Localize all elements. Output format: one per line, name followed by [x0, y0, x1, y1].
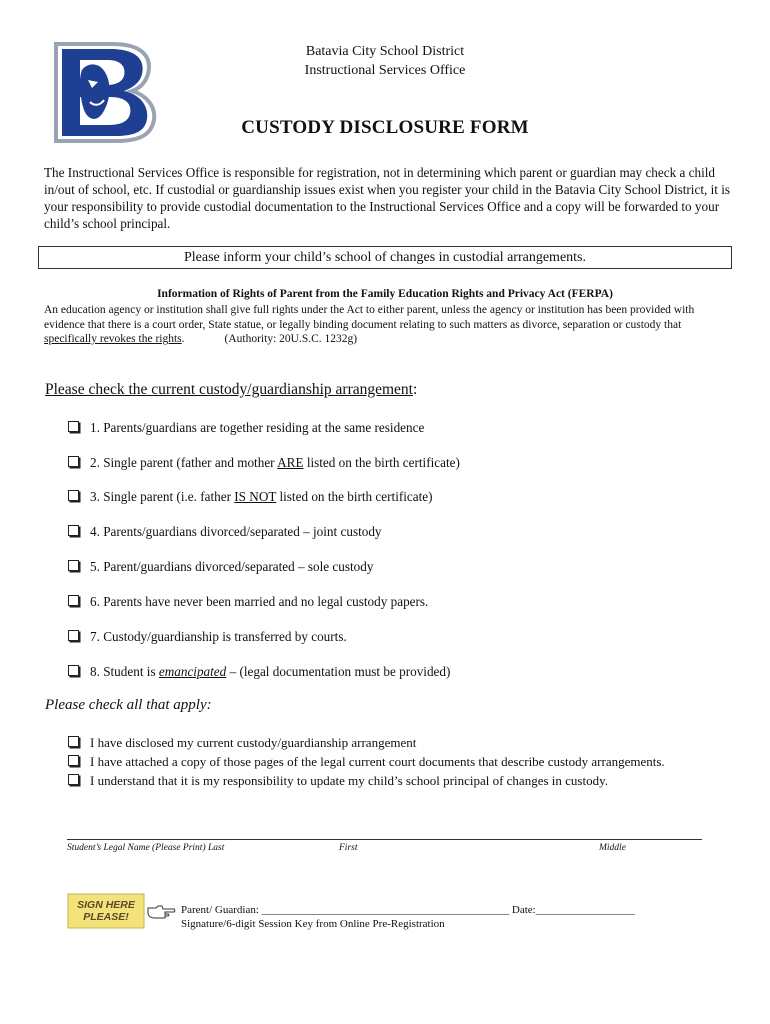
- option-3-checkbox[interactable]: [68, 490, 79, 501]
- parent-signature-field[interactable]: Parent/ Guardian: _____________________________________________ Date:__________________: [181, 904, 635, 916]
- option-3: [68, 489, 433, 505]
- pointing-hand-icon: [146, 904, 176, 920]
- option-2-label-end: listed on the birth certificate): [303, 455, 460, 470]
- sign-here-badge: [67, 893, 145, 929]
- office-name: Instructional Services Office: [304, 63, 466, 78]
- apply-item-2-checkbox[interactable]: [68, 755, 79, 766]
- ferpa-period: .: [181, 333, 185, 346]
- option-4-label: 4. Parents/guardians divorced/separated – joint custody: [90, 524, 382, 539]
- option-1-label: 1. Parents/guardians are together residing at the same residence: [90, 420, 425, 435]
- apply-item-3-checkbox[interactable]: [68, 774, 79, 785]
- option-1-checkbox[interactable]: [68, 421, 79, 432]
- apply-item-1-checkbox[interactable]: [68, 736, 79, 747]
- ferpa-authority: (Authority: 20U.S.C. 1232g): [224, 333, 358, 346]
- option-3-label: 3. Single parent (i.e. father: [90, 489, 235, 504]
- option-8-label-end: – (legal documentation must be provided): [226, 664, 451, 679]
- option-5-checkbox[interactable]: [68, 560, 79, 571]
- option-3-emphasis: IS NOT: [234, 489, 277, 504]
- apply-item-2: [68, 754, 665, 770]
- apply-item-3-label: I understand that it is my responsibility to update my child’s school principal of changes in custody.: [90, 773, 608, 788]
- option-6-checkbox[interactable]: [68, 595, 79, 606]
- option-2: [68, 455, 460, 471]
- name-label-middle: Middle: [599, 843, 626, 853]
- apply-item-1-label: I have disclosed my current custody/guardianship arrangement: [90, 735, 417, 750]
- apply-item-1: [68, 735, 416, 751]
- signature-caption: Signature/6-digit Session Key from Online Pre-Registration: [181, 918, 445, 930]
- option-4-checkbox[interactable]: [68, 525, 79, 536]
- option-6-label: 6. Parents have never been married and no legal custody papers.: [90, 594, 429, 609]
- name-label-last: Student’s Legal Name (Please Print) Last: [67, 843, 225, 853]
- option-2-label: 2. Single parent (father and mother: [90, 455, 278, 470]
- option-1: [68, 420, 424, 436]
- option-2-checkbox[interactable]: [68, 456, 79, 467]
- arrangement-prompt-colon: :: [412, 381, 418, 398]
- option-8-emphasis: emancipated: [158, 664, 227, 679]
- option-3-label-end: listed on the birth certificate): [276, 489, 433, 504]
- apply-item-2-label: I have attached a copy of those pages of the legal current court documents that describe custody arrangements.: [90, 754, 665, 769]
- option-7: [68, 629, 347, 645]
- option-7-label: 7. Custody/guardianship is transferred by courts.: [90, 629, 347, 644]
- option-5-label: 5. Parent/guardians divorced/separated – sole custody: [90, 559, 374, 574]
- badge-line1: SIGN HERE: [77, 899, 135, 911]
- option-8-checkbox[interactable]: [68, 665, 79, 676]
- notice-box: Please inform your child’s school of changes in custodial arrangements.: [38, 246, 732, 269]
- apply-item-3: [68, 773, 608, 789]
- student-name-line[interactable]: [67, 839, 702, 840]
- apply-prompt: Please check all that apply:: [45, 697, 212, 713]
- page-title: CUSTODY DISCLOSURE FORM: [241, 117, 529, 138]
- option-7-checkbox[interactable]: [68, 630, 79, 641]
- ferpa-text: An education agency or institution shall give full rights under the Act to either parent, unless the agency or institution has been provided with evidence that there is a court order, State statue, or legally binding document relating to such matters as divorce, separation or custody that: [44, 304, 695, 331]
- option-2-emphasis: ARE: [277, 455, 304, 470]
- name-label-first: First: [339, 843, 358, 853]
- arrangement-prompt: [45, 381, 417, 399]
- option-5: [68, 559, 373, 575]
- ferpa-heading: Information of Rights of Parent from the Family Education Rights and Privacy Act (FERPA): [157, 288, 613, 300]
- ferpa-revokes-text: specifically revokes the rights: [44, 333, 182, 346]
- option-4: [68, 524, 382, 540]
- badge-line2: PLEASE!: [83, 911, 129, 923]
- option-8-label: 8. Student is: [90, 664, 159, 679]
- option-6: [68, 594, 428, 610]
- option-8: [68, 664, 450, 680]
- district-name: Batavia City School District: [305, 44, 465, 59]
- ferpa-paragraph: [44, 303, 734, 347]
- arrangement-prompt-text: Please check the current custody/guardianship arrangement: [45, 381, 413, 398]
- intro-paragraph: The Instructional Services Office is responsible for registration, not in determining which parent or guardian may check a child in/out of school, etc. If custodial or guardianship issues exist when you register your child in the Batavia City School District, it is your responsibility to provide custodial documentation to the Instructional Services Office and a copy will be forwarded to your child’s school principal.: [44, 165, 731, 231]
